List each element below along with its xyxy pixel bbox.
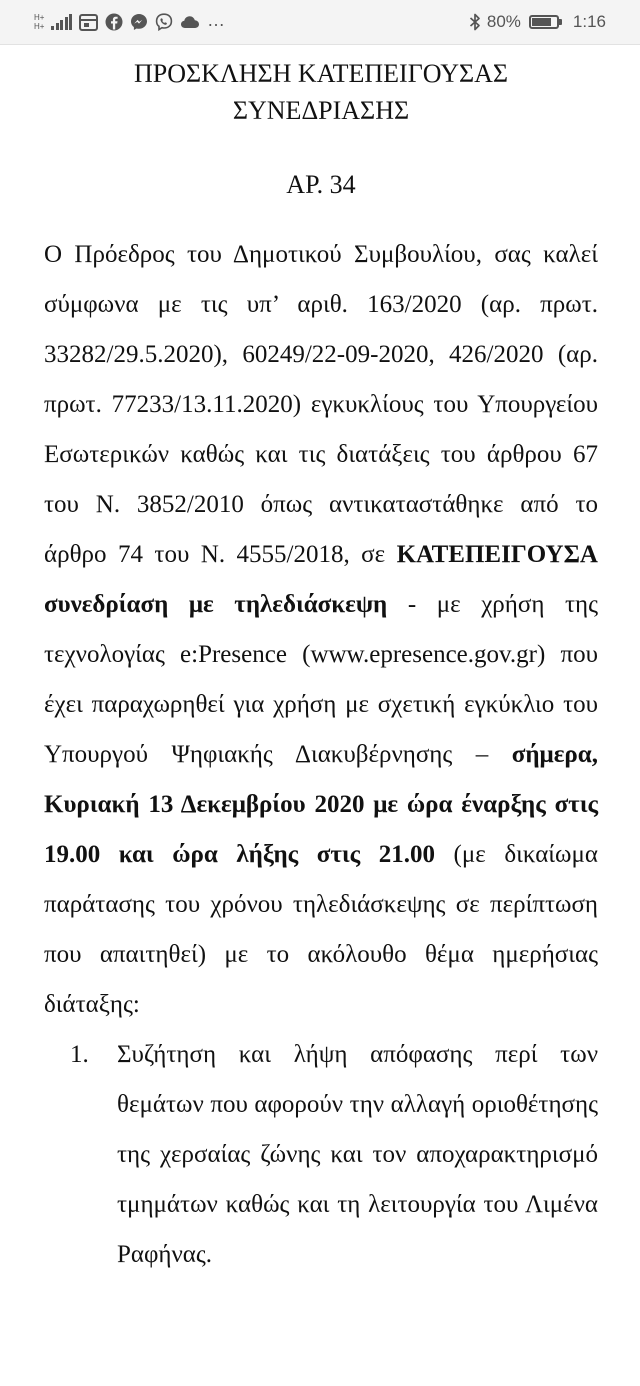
agenda-item-text: Συζήτηση και λήψη απόφασης περί των θεμάτων που αφορούν την αλλαγή οριοθέτησης της χερσαίας ζώνης και τον αποχαρακτηρισμό τμημάτων καθώς και τη λειτουργία του Λιμένα Ραφήνας. [117,1041,598,1268]
document [44,50,598,1280]
signal-strength-icon [51,14,72,30]
bluetooth-icon [469,13,481,31]
document-number: ΑΡ. 34 [286,170,356,199]
viber-notification-icon [155,13,173,31]
body-text-part-3: (με δικαίωμα παράτασης του χρόνου τηλεδιάσκεψης σε περίπτωση που απαιτηθεί) με το ακόλουθο θέμα ημερήσιας διάταξης: [44,841,598,1018]
messenger-notification-icon [130,13,148,31]
battery-icon [529,15,559,29]
body-text-part-1: Ο Πρόεδρος του Δημοτικού Συμβουλίου, σας καλεί σύμφωνα με τις υπ’ αριθ. 163/2020 (αρ. πρωτ. 33282/29.5.2020), 60249/22-09-2020, 426/2020 (αρ. πρωτ. 77233/13.11.2020) εγκυκλίους του Υπουργείου Εσωτερικών καθώς και τις διατάξεις του άρθρου 67 του Ν. 3852/2010 όπως αντικαταστάθηκε από το άρθρο 74 του Ν. 4555/2018, σε [44,241,598,568]
battery-percent: 80% [486,12,521,31]
agenda-item-number: 1. [70,1041,89,1068]
status-right-group [469,10,606,34]
status-left-group [34,10,226,34]
agenda-list [44,1030,598,1280]
body-text-part-2: - με χρήση της τεχνολογίας e:Presence (www.epresence.gov.gr) που έχει παραχωρηθεί για χρήση με σχετική εγκύκλιο του Υπουργού Ψηφιακής Διακυβέρνησης – [44,591,598,768]
battery-level-fill [532,18,551,26]
document-body [44,230,598,1030]
gallery-notification-icon [79,14,98,31]
body-bold-meeting-type: ΚΑΤΕΠΕΙΓΟΥΣΑ συνεδρίαση με τηλεδιάσκεψη [44,541,598,618]
status-clock: 1:16 [572,12,606,31]
more-notifications-icon: … [207,10,226,30]
network-type-label: H+ H+ [34,13,45,31]
cloud-notification-icon [180,15,200,29]
body-bold-meeting-datetime: σήμερα, Κυριακή 13 Δεκεμβρίου 2020 με ώρα έναρξης στις 19.00 και ώρα λήξης στις 21.00 [44,741,598,868]
agenda-item [44,1030,598,1280]
document-title: ΠΡΟΣΚΛΗΣΗ ΚΑΤΕΠΕΙΓΟΥΣΑΣ ΣΥΝΕΔΡΙΑΣΗΣ [133,59,509,125]
status-bar [0,0,640,45]
facebook-notification-icon [105,13,123,31]
